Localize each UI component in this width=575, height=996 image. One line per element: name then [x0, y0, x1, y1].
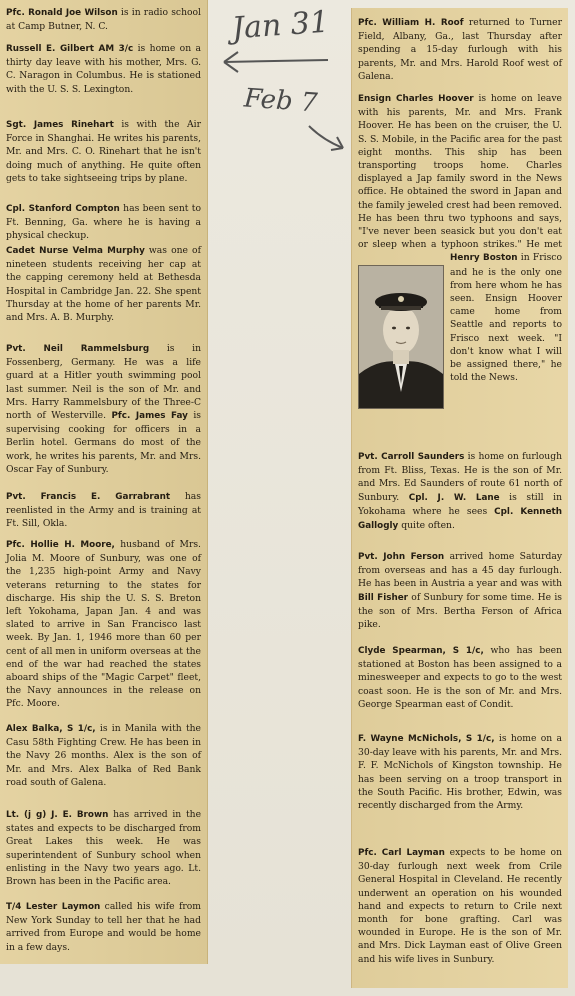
- news-item: Sgt. James Rinehart is with the Air Force in Shanghai. He writes his parents, Mr. and Mrs. C. O. Rinehart that he isn't doing much of anything. He quite often gets to take sightseeing trips by plane.: [6, 119, 201, 184]
- right-clipping-column: [351, 8, 568, 988]
- news-item: Russell E. Gilbert AM 3/c is home on a thirty day leave with his mother, Mrs. G. C. Naragon in Columbus. He is stationed with the U. S. S. Lexington.: [6, 43, 202, 95]
- handwritten-arrow-left-icon: [220, 46, 332, 76]
- news-item: Pfc. Hollie H. Moore, husband of Mrs. Jolia M. Moore of Sunbury, was one of the 1,235 high-point Army and Navy veterans returning to the states for discharge. His ship the U. S. S. Breton left Yokohama, Japan Jan. 4 and was slated to arrive in San Francisco last week. By Jan. 1, 1946 more than 60 per cent of all men in uniform overseas at the end of the war had reached the states aboard ships of the "Magic Carpet" fleet, the Navy announces in the release on Pfc. Moore.: [6, 539, 201, 710]
- news-item: Lt. (j g) J. E. Brown has arrived in the states and expects to be discharged from Great Lakes this week. He was superintendent of Sunbury school when enlisting in the Navy two years ago. Lt. Brown has been in the Pacific area.: [6, 809, 202, 888]
- left-clipping-column: [0, 0, 208, 964]
- news-item: Pvt. Neil Rammelsburg is in Fossenberg, Germany. He was a life guard at a Hitler youth swimming pool last summer. Neil is the son of Mr. and Mrs. Harry Rammelsbury of the Three-C north of Westerville. Pfc. James Fay is supervising cooking for officers in a Berlin hotel. Germans do most of the work, he writes his parents, Mr. and Mrs. Oscar Fay of Sunbury.: [6, 343, 202, 475]
- sailor-portrait-icon: [359, 266, 443, 408]
- news-item: Ensign Charles Hoover is home on leave with his parents, Mr. and Mrs. Frank Hoover. He has been on the cruiser, the U. S. S. Mobile, in the Pacific area for the past eight months. This ship has been transporting troops home. Charles displayed a Jap family sword in the News office. He obtained the sword in Japan and the family jeweled crest had been removed. He has been thru two typhoons and says, "I've never been seasick but you don't eat or sleep when a typhoon strikes." He met Henry Boston in Frisco and he is the only one from here whom he has seen. Ensign Hoover came home from Seattle and reports to Frisco next week. "I don't know what I will be assigned there," he told the News.: [358, 92, 562, 411]
- portrait-photo: [358, 265, 444, 409]
- handwritten-date-feb: Feb 7: [243, 83, 319, 119]
- news-item: Clyde Spearman, S 1/c, who has been stationed at Boston has been assigned to a minesweeper and expects to go to the west coast soon. He is the son of Mr. and Mrs. George Spearman east of Condit.: [358, 645, 563, 710]
- handwritten-date-jan: Jan 31: [230, 4, 331, 47]
- news-item: Pvt. Carroll Saunders is home on furlough from Ft. Bliss, Texas. He is the son of Mr. and Mrs. Ed Saunders of route 61 north of Sunbury. Cpl. J. W. Lane is still in Yokohama where he sees Cpl. Kenneth Gallogly quite often.: [358, 451, 563, 532]
- news-item: F. Wayne McNichols, S 1/c, is home on a 30-day leave with his parents, Mr. and Mrs. F. F. McNichols of Kingston township. He has been serving on a troop transport in the South Pacific. His brother, Edwin, was recently discharged from the Army.: [358, 733, 562, 812]
- handwritten-arrow-right-icon: [305, 118, 351, 160]
- news-item: Cadet Nurse Velma Murphy was one of nineteen students receiving her cap at the capping ceremony held at Bethesda Hospital in Cambridge Jan. 22. She spent Thursday at the home of her parents Mr. and Mrs. A. B. Murphy.: [6, 245, 201, 324]
- news-item: Pfc. Carl Layman expects to be home on 30-day furlough next week from Crile General Hospital in Cleveland. He recently underwent an operation on his wounded hand and expects to return to Crile next month for bone grafting. Carl was wounded in Europe. He is the son of Mr. and Mrs. Dick Layman east of Olive Green and his wife lives in Sunbury.: [358, 847, 562, 965]
- news-item: Cpl. Stanford Compton has been sent to Ft. Benning, Ga. where he is having a physical checkup.: [6, 203, 201, 242]
- news-item: Pvt. John Ferson arrived home Saturday from overseas and has a 45 day furlough. He has been in Austria a year and was with Bill Fisher of Sunbury for some time. He is the son of Mrs. Bertha Ferson of Africa pike.: [358, 551, 563, 631]
- news-item: Pfc. Ronald Joe Wilson is in radio school at Camp Butner, N. C.: [6, 7, 201, 33]
- news-item: T/4 Lester Laymon called his wife from New York Sunday to tell her that he had arrived from Europe and would be home in a few days.: [6, 901, 201, 953]
- news-item: Alex Balka, S 1/c, is in Manila with the Casu 58th Fighting Crew. He has been in the Navy 26 months. Alex is the son of Mr. and Mrs. Alex Balka of Red Bank road south of Galena.: [6, 723, 201, 788]
- news-item: Pfc. William H. Roof returned to Turner Field, Albany, Ga., last Thursday after spending a 15-day furlough with his parents, Mr. and Mrs. Harold Roof west of Galena.: [358, 17, 563, 82]
- news-item: Pvt. Francis E. Garrabrant has reenlisted in the Army and is training at Ft. Sill, Okla.: [6, 491, 201, 530]
